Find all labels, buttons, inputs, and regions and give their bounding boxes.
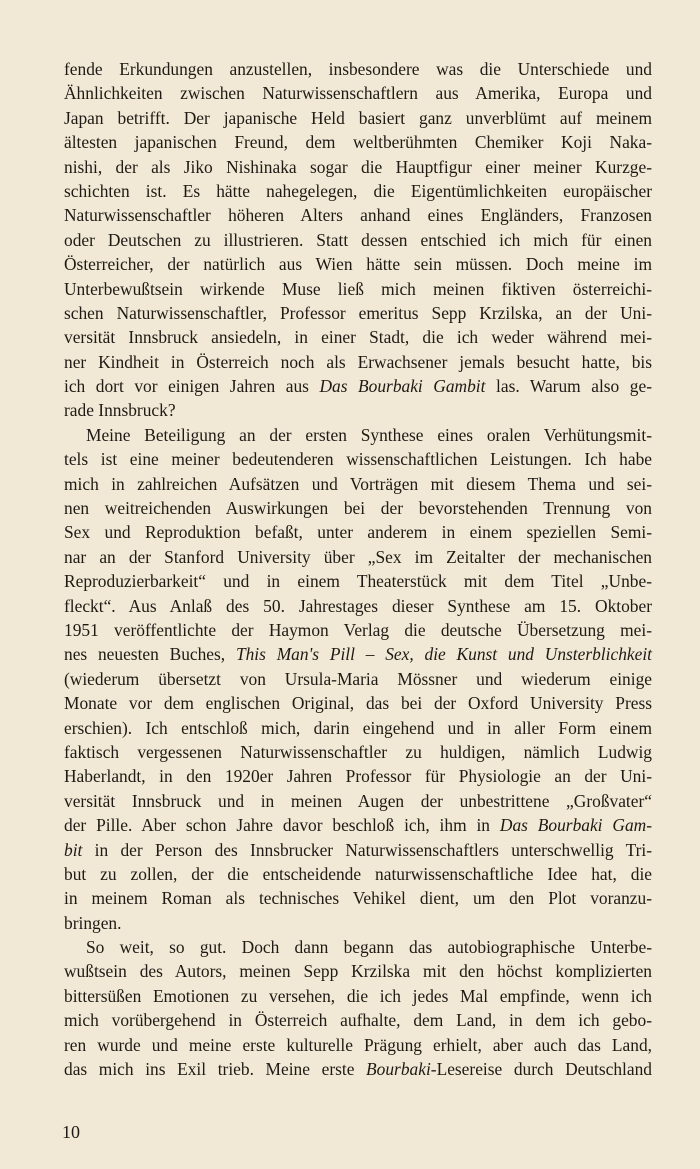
text-line: (wiederum übersetzt von Ursula-Maria Mössner und wiederum einige (64, 668, 652, 689)
text-line: Naturwissenschaftler höheren Alters anhand eines Engländers, Franzosen (64, 205, 652, 226)
text-line: nar an der Stanford University über „Sex im Zeitalter der mechanischen (64, 546, 652, 567)
text-line: in meinem Roman als technisches Vehikel dient, um den Plot voranzu- (64, 888, 652, 909)
text-line: Haberlandt, in den 1920er Jahren Professor für Physiologie an der Uni- (64, 766, 652, 787)
italic-title: Das Bourbaki Gambit (319, 376, 486, 397)
text-line: bit in der Person des Innsbrucker Naturwissenschaftlers unterschwellig Tri- (64, 839, 652, 860)
text-line: wußtsein des Autors, meinen Sepp Krzilska mit den höchst komplizierten (64, 961, 652, 982)
text-line: Ähnlichkeiten zwischen Naturwissenschaftlern aus Amerika, Europa und (64, 83, 652, 104)
text-line: erschien). Ich entschloß mich, darin eingehend und in aller Form einem (64, 717, 652, 738)
italic-title: bit (64, 839, 83, 860)
text-line: der Pille. Aber schon Jahre davor beschloß ich, ihm in Das Bourbaki Gam- (64, 815, 652, 836)
text-line: mich vorübergehend in Österreich aufhalte, dem Land, in dem ich gebo- (64, 1010, 652, 1031)
text-line: Japan betrifft. Der japanische Held basiert ganz unverblümt auf meinem (64, 107, 652, 128)
paragraph-1 (64, 57, 652, 423)
text-line: 1951 veröffentlichte der Haymon Verlag die deutsche Übersetzung mei- (64, 619, 652, 640)
text-line: versität Innsbruck ansiedeln, in einer Stadt, die ich weder während mei- (64, 327, 652, 348)
paragraph-2 (64, 423, 652, 935)
text-line: nishi, der als Jiko Nishinaka sogar die Hauptfigur einer meiner Kurzge- (64, 156, 652, 177)
text-line: nes neuesten Buches, This Man's Pill – Sex, die Kunst und Unsterblichkeit (64, 644, 652, 665)
text-line: faktisch vergessenen Naturwissenschaftler zu huldigen, nämlich Ludwig (64, 741, 652, 762)
text-line: bittersüßen Emotionen zu versehen, die ich jedes Mal empfinde, wenn ich (64, 985, 652, 1006)
body-text (64, 57, 652, 1081)
text-line: das mich ins Exil trieb. Meine erste Bourbaki-Lesereise durch Deutschland (64, 1059, 652, 1080)
text-line: Österreicher, der natürlich aus Wien hätte sein müssen. Doch meine im (64, 254, 652, 275)
text-line: oder Deutschen zu illustrieren. Statt dessen entschied ich mich für einen (64, 229, 652, 250)
text-line: fende Erkundungen anzustellen, insbesondere was die Unterschiede und (64, 59, 652, 79)
text-line: tels ist eine meiner bedeutenderen wissenschaftlichen Leistungen. Ich habe (64, 449, 652, 470)
text-line: ältesten japanischen Freund, dem weltberühmten Chemiker Koji Naka- (64, 132, 652, 153)
text-line: rade Innsbruck? (64, 400, 176, 421)
text-line: mich in zahlreichen Aufsätzen und Vorträgen mit diesem Thema und sei- (64, 473, 652, 494)
text-line: bringen. (64, 912, 122, 933)
text-line: nen weitreichenden Auswirkungen bei der bevorstehenden Trennung von (64, 498, 652, 519)
paragraph-3 (64, 935, 652, 1081)
text-line: fleckt“. Aus Anlaß des 50. Jahrestages dieser Synthese am 15. Oktober (64, 595, 652, 616)
page-number: 10 (62, 1122, 80, 1142)
text-line: Meine Beteiligung an der ersten Synthese eines oralen Verhütungsmit- (86, 424, 652, 445)
text-line: Monate vor dem englischen Original, das bei der Oxford University Press (64, 693, 652, 714)
text-line: ren wurde und meine erste kulturelle Prägung erhielt, aber auch das Land, (64, 1034, 652, 1055)
italic-title: Bourbaki (366, 1059, 431, 1080)
text-line: Reproduzierbarkeit“ und in einem Theaterstück mit dem Titel „Unbe- (64, 571, 652, 592)
italic-title: Das Bourbaki Gam- (499, 815, 652, 836)
italic-title: This Man's Pill – Sex, die Kunst und Unsterblichkeit (235, 644, 652, 665)
text-line: versität Innsbruck und in meinen Augen der unbestrittene „Großvater“ (64, 790, 652, 811)
text-line: ich dort vor einigen Jahren aus Das Bourbaki Gambit las. Warum also ge- (64, 376, 652, 397)
text-line: schichten ist. Es hätte nahegelegen, die Eigentümlichkeiten europäischer (64, 180, 652, 201)
text-line: ner Kindheit in Österreich noch als Erwachsener jemals besucht hatte, bis (64, 351, 652, 372)
text-line: Sex und Reproduktion befaßt, unter anderem in einem speziellen Semi- (64, 522, 652, 543)
text-line: So weit, so gut. Doch dann begann das autobiographische Unterbe- (86, 937, 652, 958)
text-line: Unterbewußtsein wirkende Muse ließ mich meinen fiktiven österreichi- (64, 278, 652, 299)
text-line: schen Naturwissenschaftler, Professor emeritus Sepp Krzilska, an der Uni- (64, 302, 652, 323)
text-line: but zu zollen, der die entscheidende naturwissenschaftliche Idee hat, die (64, 863, 652, 884)
